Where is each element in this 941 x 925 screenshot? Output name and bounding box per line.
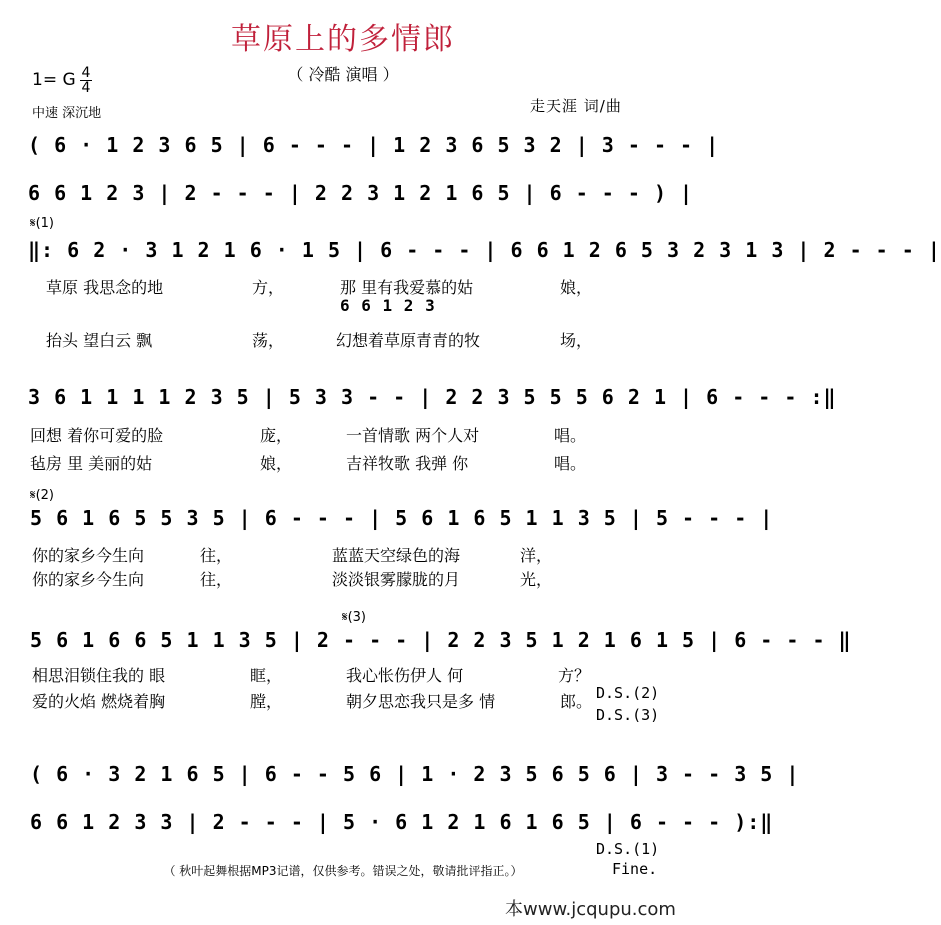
page-title: 草原上的多情郎: [231, 22, 455, 57]
lyric-line: 淡淡银雾朦胧的月: [332, 570, 461, 589]
lyric-line: 蓝蓝天空绿色的海: [332, 546, 461, 565]
key-signature: 1= G: [32, 70, 76, 90]
lyric-line: 那 里有我爱慕的姑: [340, 278, 474, 297]
chorus-line-2: 5 6 1 6 6 5 1 1 3 5 | 2 - - - | 2 2 3 5 1 2 1 6 1 5 | 6 - - - ‖: [30, 628, 852, 652]
chorus-line-1: 5 6 1 6 5 5 3 5 | 6 - - - | 5 6 1 6 5 1 1 3 5 | 5 - - - |: [30, 506, 774, 530]
tempo-marking: 中速 深沉地: [32, 106, 102, 121]
lyric-line: 一首情歌 两个人对: [346, 426, 480, 445]
time-signature-top: 4: [81, 65, 91, 81]
composer-credit: 走天涯 词/曲: [530, 97, 622, 115]
lyric-line: 唱。: [554, 426, 587, 445]
lyric-line: 我心怅伤伊人 何: [346, 666, 464, 685]
dal-segno-2: D.S.(2): [596, 684, 660, 702]
variant-notes: 6 6 1 2 3: [340, 296, 436, 315]
lyric-line: 洋，: [520, 546, 553, 565]
lyric-line: 郎。: [560, 692, 593, 711]
segno-marker-1: 𝄋(1): [30, 216, 55, 231]
lyric-line: 吉祥牧歌 我弹 你: [346, 454, 469, 473]
outro-line-1: ( 6 · 3 2 1 6 5 | 6 - - 5 6 | 1 · 2 3 5 6 5 6 | 3 - - 3 5 |: [30, 762, 800, 786]
lyric-line: 抬头 望白云 飘: [46, 331, 153, 350]
lyric-line: 庞，: [260, 426, 293, 445]
lyric-line: 光，: [520, 570, 553, 589]
lyric-line: 回想 着你可爱的脸: [30, 426, 164, 445]
intro-line-1: ( 6 · 1 2 3 6 5 | 6 - - - | 1 2 3 6 5 3 2 | 3 - - - |: [28, 133, 720, 157]
time-signature: [80, 66, 92, 95]
lyric-line: 往，: [200, 570, 233, 589]
lyric-line: 你的家乡今生向: [32, 570, 145, 589]
time-signature-bottom: 4: [81, 80, 91, 96]
lyric-line: 方？: [558, 666, 591, 685]
transcription-note: （ 秋叶起舞根据MP3记谱，仅供参考。错误之处，敬请批评指正。）: [163, 864, 523, 878]
lyric-line: 娘，: [260, 454, 293, 473]
lyric-line: 爱的火焰 燃烧着胸: [32, 692, 166, 711]
lyric-line: 毡房 里 美丽的姑: [30, 454, 153, 473]
lyric-line: 幻想着草原青青的牧: [336, 331, 481, 350]
fine-marker: Fine.: [612, 860, 658, 878]
site-watermark: 本www.jcqupu.com: [505, 899, 676, 920]
lyric-line: 方，: [252, 278, 285, 297]
lyric-line: 你的家乡今生向: [32, 546, 145, 565]
lyric-line: 场，: [560, 331, 593, 350]
segno-marker-3: 𝄋(3): [342, 610, 367, 625]
lyric-line: 膛，: [250, 692, 283, 711]
lyric-line: 唱。: [554, 454, 587, 473]
lyric-line: 相思泪锁住我的 眼: [32, 666, 166, 685]
lyric-line: 娘，: [560, 278, 593, 297]
intro-line-2: 6 6 1 2 3 | 2 - - - | 2 2 3 1 2 1 6 5 | 6 - - - ) |: [28, 181, 694, 205]
singer-credit: （ 冷酷 演唱 ）: [287, 65, 399, 84]
lyric-line: 草原 我思念的地: [46, 278, 164, 297]
dal-segno-1: D.S.(1): [596, 840, 660, 858]
outro-line-2: 6 6 1 2 3 3 | 2 - - - | 5 · 6 1 2 1 6 1 6 5 | 6 - - - ):‖: [30, 810, 774, 834]
verse-line-2: 3 6 1 1 1 1 2 3 5 | 5 3 3 - - | 2 2 3 5 5 5 6 2 1 | 6 - - - :‖: [28, 385, 837, 409]
dal-segno-3: D.S.(3): [596, 706, 660, 724]
verse-line-1: ‖: 6 2 · 3 1 2 1 6 · 1 5 | 6 - - - | 6 6 1 2 6 5 3 2 3 1 3 | 2 - - - |: [28, 238, 941, 262]
lyric-line: 荡，: [252, 331, 285, 350]
lyric-line: 眶，: [250, 666, 283, 685]
lyric-line: 往，: [200, 546, 233, 565]
lyric-line: 朝夕思恋我只是多 情: [346, 692, 496, 711]
segno-marker-2: 𝄋(2): [30, 488, 55, 503]
